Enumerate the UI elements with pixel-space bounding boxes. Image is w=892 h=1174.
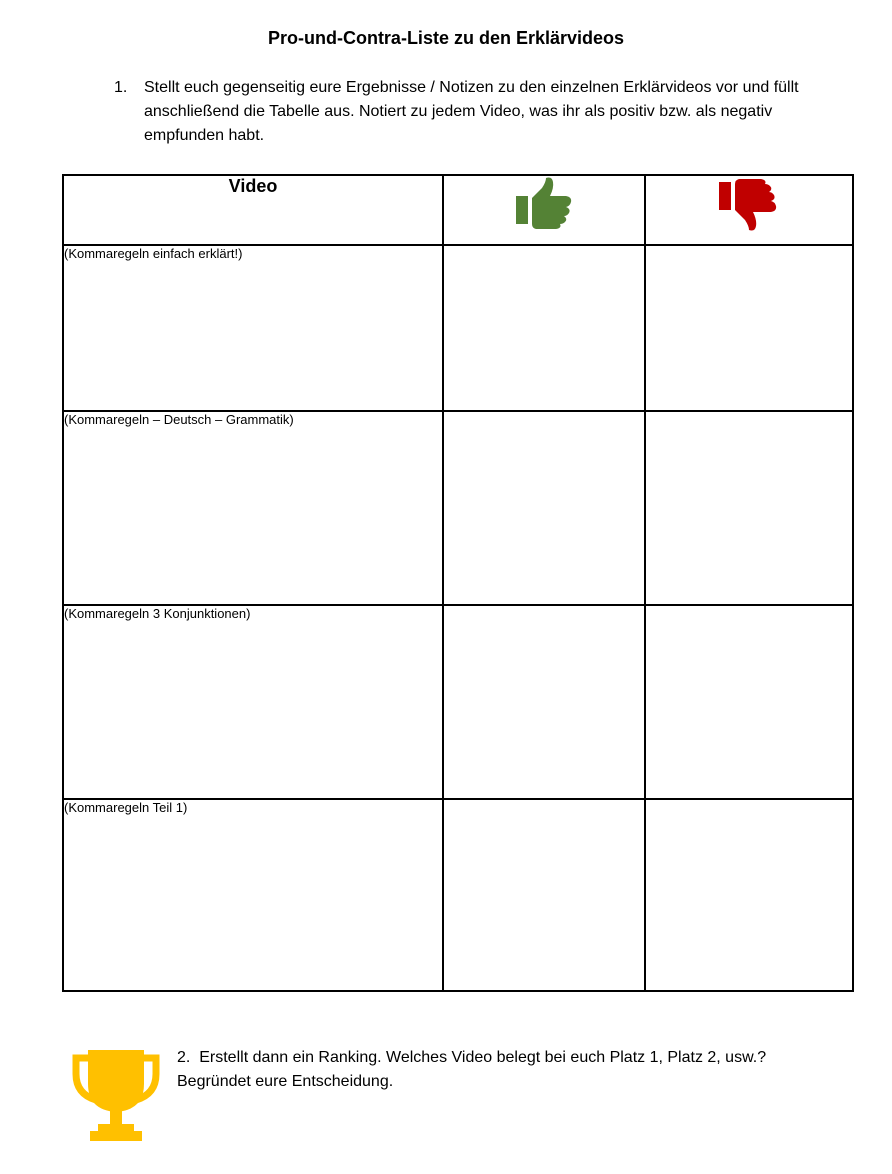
negative-cell[interactable]	[645, 245, 853, 411]
positive-cell[interactable]	[443, 799, 645, 991]
video-column-header: Video	[63, 175, 443, 245]
negative-cell[interactable]	[645, 411, 853, 605]
negative-cell[interactable]	[645, 799, 853, 991]
table-row	[63, 799, 853, 991]
positive-cell[interactable]	[443, 245, 645, 411]
task-2-text: Erstellt dann ein Ranking. Welches Video belegt bei euch Platz 1, Platz 2, usw.? Begründet eure Entscheidung.	[177, 1049, 767, 1090]
task-2-number: 2.	[177, 1049, 191, 1066]
task-1	[114, 76, 814, 148]
table-row	[63, 245, 853, 411]
task-2	[177, 1046, 797, 1094]
pro-contra-table	[62, 174, 854, 992]
task-1-number: 1.	[114, 79, 128, 96]
table-header-row	[63, 175, 853, 245]
table-row	[63, 411, 853, 605]
video-name-cell: (Kommaregeln 3 Konjunktionen)	[63, 605, 443, 799]
table-row	[63, 605, 853, 799]
positive-cell[interactable]	[443, 605, 645, 799]
positive-column-header	[443, 175, 645, 245]
thumbs-down-icon	[717, 176, 781, 232]
video-name-cell: (Kommaregeln – Deutsch – Grammatik)	[63, 411, 443, 605]
task-1-text: Stellt euch gegenseitig eure Ergebnisse / Notizen zu den einzelnen Erklärvideos vor und füllt anschließend die Tabelle aus. Notiert zu jedem Video, was ihr als positiv bzw. als negativ empfunden habt.	[144, 79, 799, 144]
positive-cell[interactable]	[443, 411, 645, 605]
negative-cell[interactable]	[645, 605, 853, 799]
page-title: Pro-und-Contra-Liste zu den Erklärvideos	[267, 28, 625, 48]
trophy-icon	[70, 1044, 162, 1147]
video-name-cell: (Kommaregeln Teil 1)	[63, 799, 443, 991]
video-name-cell: (Kommaregeln einfach erklärt!)	[63, 245, 443, 411]
thumbs-up-icon	[514, 176, 574, 230]
negative-column-header	[645, 175, 853, 245]
